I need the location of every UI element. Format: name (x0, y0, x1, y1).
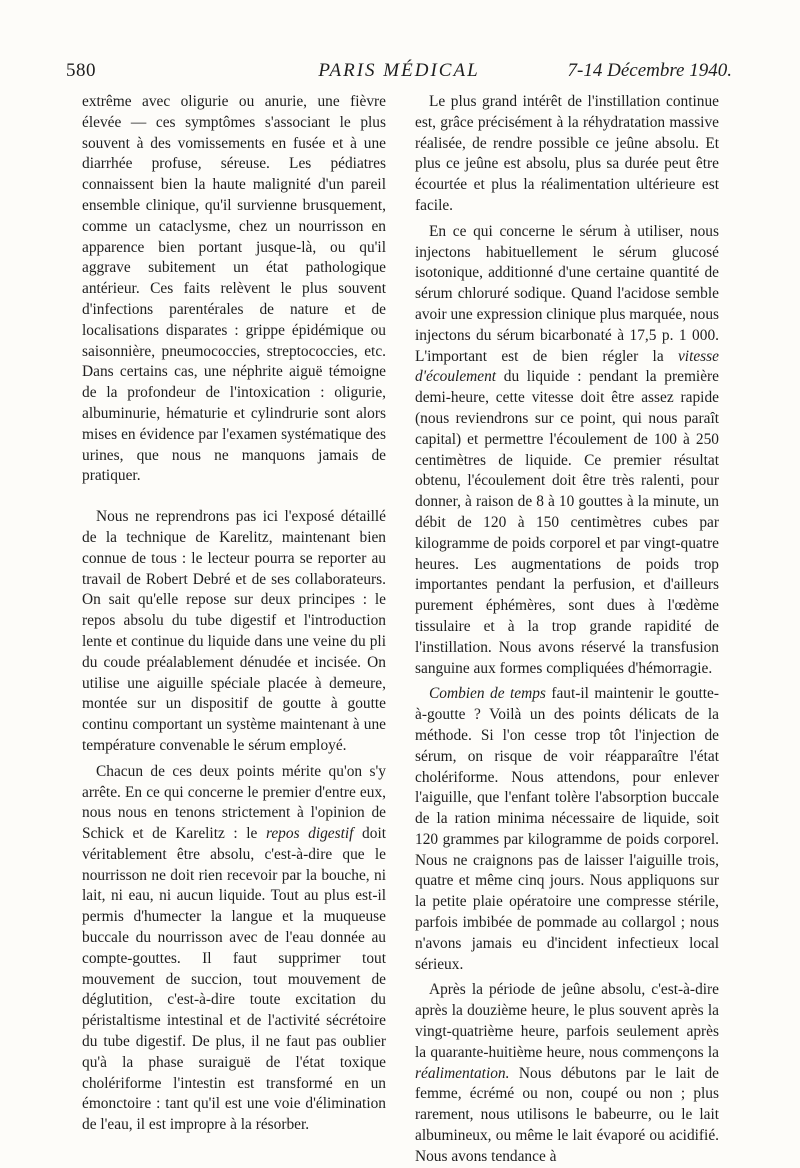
running-header (66, 60, 732, 86)
paragraph: Chacun de ces deux points mérite qu'on s'y arrête. En ce qui concerne le premier d'entre eux, nous nous en tenons strictement à l'opinion de Schick et de Karelitz : le repos digestif doit véritablement être absolu, c'est-à-dire que le nourrisson ne doit rien recevoir par la bouche, ni lait, ni eau, ni aucun liquide. Tout au plus est-il permis d'humecter la langue et la muqueuse buccale du nourrisson avec de l'eau donnée au compte-gouttes. Il faut supprimer tout mouvement de succion, tout mouvement de déglutition, c'est-à-dire toute excitation du péristaltisme intestinal et de l'activité sécrétoire du tube digestif. De plus, il ne faut pas oublier qu'à la phase suraiguë de l'état toxique cholériforme l'intestin est transformé en un émonctoire : tant qu'il est une voie d'élimination de l'eau, il est impropre à la résorber. (82, 762, 386, 1134)
paragraph: Combien de temps faut-il maintenir le goutte-à-goutte ? Voilà un des points délicats de la méthode. Si l'on cesse trop tôt l'injection de sérum, on risque de voir réapparaître l'état cholériforme. Nous attendons, pour enlever l'aiguille, que l'enfant tolère l'absorption buccale de la ration minima nécessaire de liquide, soit 120 grammes par kilogramme de poids corporel. Nous ne craignons pas de laisser l'aiguille trois, quatre et même cinq jours. Nous appliquons sur la petite plaie opératoire une compresse stérile, parfois imbibée de pommade au collargol ; nous n'avons jamais eu d'incident infectieux local sérieux. (415, 685, 719, 973)
left-column (82, 92, 386, 1136)
journal-title: PARIS MÉDICAL (318, 60, 480, 81)
right-column (415, 92, 719, 1168)
emphasis: réalimentation. (415, 1064, 510, 1082)
emphasis: vitesse d'écoulement (415, 347, 719, 386)
paragraph: En ce qui concerne le sérum à utiliser, nous injectons habituellement le sérum glucosé isotonique, additionné d'une certaine quantité de sérum chloruré sodique. Quand l'acidose semble avoir une expression clinique plus marquée, nous injectons du sérum bicarbonaté à 17,5 p. 1 000. L'important est de bien régler la vitesse d'écoulement du liquide : pendant la première demi-heure, cette vitesse doit être assez rapide (nous reviendrons sur ce point, qui nous paraît capital) et permettre l'écoulement de 100 à 250 centimètres de liquide. Ce premier résultat obtenu, l'écoulement doit être très ralenti, pour donner, à raison de 8 à 10 gouttes à la minute, un débit de 120 à 150 centimètres cubes par kilogramme de poids corporel et par vingt-quatre heures. Les augmentations de poids trop importantes pendant la perfusion, et d'ailleurs purement éphémères, sont dues à l'œdème tissulaire et à la trop grande rapidité de l'instillation. Nous avons réservé la transfusion sanguine aux formes compliquées d'hémorragie. (415, 222, 719, 677)
emphasis: repos digestif (265, 825, 354, 843)
emphasis: Combien de temps (429, 685, 546, 703)
paragraph: Le plus grand intérêt de l'instillation continue est, grâce précisément à la réhydratation massive réalisée, de rendre possible ce jeûne absolu. Et plus ce jeûne est absolu, plus sa durée peut être écourtée et plus la réalimentation ultérieure est facile. (415, 93, 719, 214)
paragraph: extrême avec oligurie ou anurie, une fièvre élevée — ces symptômes s'associant le plus souvent à des vomissements en fusée et à une diarrhée profuse, séreuse. Les pédiatres connaissent bien la haute malignité d'un pareil ensemble clinique, qu'il survienne brusquement, comme un cataclysme, chez un nourrisson en apparence bien portant jusque-là, ou qu'il aggrave subitement un état pathologique antérieur. Ces faits relèvent le plus souvent d'infections parentérales de nature et de localisations disparates : grippe épidémique ou saisonnière, pneumococcies, streptococcies, etc. Dans certains cas, une néphrite aiguë témoigne de la profondeur de l'intoxication : oligurie, albuminurie, hématurie et cylindrurie sont alors mises en évidence par l'examen systématique des urines, que nous ne manquons jamais de pratiquer. (82, 93, 386, 485)
paragraph: Après la période de jeûne absolu, c'est-à-dire après la douzième heure, le plus souvent après la vingt-quatrième heure, parfois seulement après la quarante-huitième heure, nous commençons la réalimentation. Nous débutons par le lait de femme, écrémé ou non, coupé ou non ; plus rarement, nous utilisons le babeurre, ou le lait albumineux, ou même le lait évaporé ou acidifié. Nous avons tendance à (415, 981, 719, 1165)
page-number: 580 (66, 60, 96, 81)
issue-date: 7-14 Décembre 1940. (567, 60, 732, 81)
paragraph: Nous ne reprendrons pas ici l'exposé détaillé de la technique de Karelitz, maintenant bien connue de tous : le lecteur pourra se reporter au travail de Robert Debré et de ses collaborateurs. On sait qu'elle repose sur deux principes : le repos absolu du tube digestif et l'introduction lente et continue du liquide dans une veine du pli du coude préalablement dénudée et incisée. On utilise une aiguille spéciale placée à demeure, montée sur un dispositif de goutte à goutte continu comportant un système maintenant à une température convenable le sérum employé. (82, 508, 386, 754)
